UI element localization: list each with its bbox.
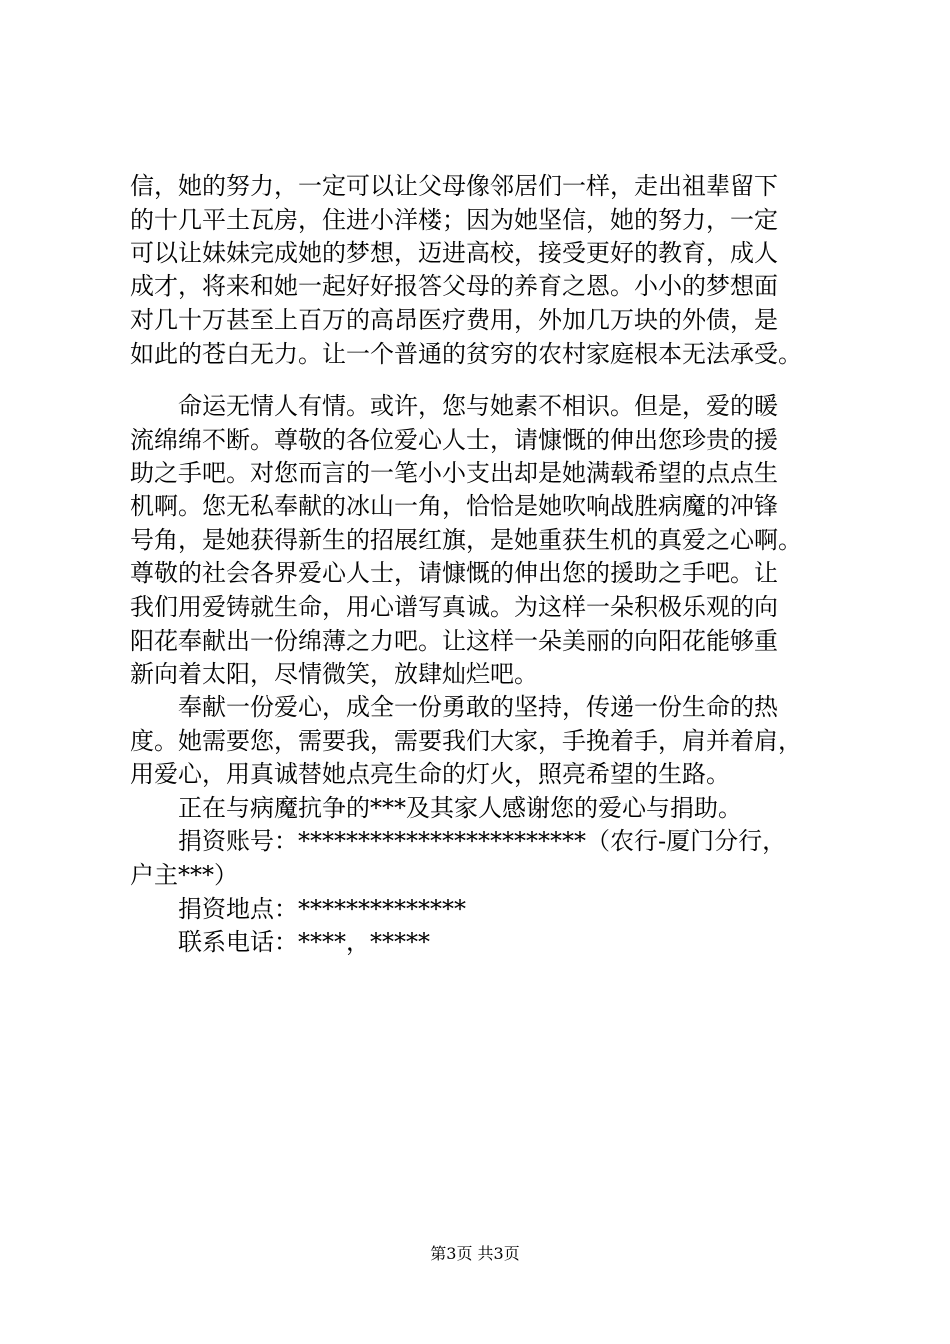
paragraph-2-line-8: 阳花奉献出一份绵薄之力吧。让这样一朵美丽的向阳花能够重 xyxy=(130,627,778,655)
paragraph-1-line-4: 成才，将来和她一起好好报答父母的养育之恩。小小的梦想面 xyxy=(130,272,778,300)
paragraph-1-line-5: 对几十万甚至上百万的高昂医疗费用，外加几万块的外债，是 xyxy=(130,306,778,334)
paragraph-2-line-3: 助之手吧。对您而言的一笔小小支出却是她满载希望的点点生 xyxy=(130,459,778,487)
paragraph-1-line-1: 信，她的努力，一定可以让父母像邻居们一样，走出祖辈留下 xyxy=(130,172,778,200)
paragraph-2-line-6: 尊敬的社会各界爱心人士，请慷慨的伸出您的援助之手吧。让 xyxy=(130,559,778,587)
thanks-line: 正在与病魔抗争的***及其家人感谢您的爱心与捐助。 xyxy=(178,794,742,822)
paragraph-2-line-5: 号角，是她获得新生的招展红旗，是她重获生机的真爱之心啊。 xyxy=(130,526,802,554)
paragraph-3-line-1: 奉献一份爱心，成全一份勇敢的坚持，传递一份生命的热 xyxy=(178,693,778,721)
paragraph-1-line-2: 的十几平土瓦房，住进小洋楼；因为她坚信，她的努力，一定 xyxy=(130,206,778,234)
page-number-footer: 第3页 共3页 xyxy=(430,1244,520,1263)
account-holder-line: 户主***） xyxy=(130,861,238,889)
paragraph-2-line-4: 机啊。您无私奉献的冰山一角，恰恰是她吹响战胜病魔的冲锋 xyxy=(130,492,778,520)
paragraph-2-line-2: 流绵绵不断。尊敬的各位爱心人士，请慷慨的伸出您珍贵的援 xyxy=(130,426,778,454)
paragraph-3-line-3: 用爱心，用真诚替她点亮生命的灯火，照亮希望的生路。 xyxy=(130,760,730,788)
paragraph-1-line-3: 可以让妹妹完成她的梦想，迈进高校，接受更好的教育，成人 xyxy=(130,239,778,267)
donation-account-line: 捐资账号：************************（农行-厦门分行， xyxy=(178,827,787,855)
paragraph-2-line-1: 命运无情人有情。或许，您与她素不相识。但是，爱的暖 xyxy=(178,392,778,420)
contact-phone-line: 联系电话：****，***** xyxy=(178,928,430,956)
donation-location-line: 捐资地点：************** xyxy=(178,895,466,923)
paragraph-2-line-9: 新向着太阳，尽情微笑，放肆灿烂吧。 xyxy=(130,660,538,688)
paragraph-2-line-7: 我们用爱铸就生命，用心谱写真诚。为这样一朵积极乐观的向 xyxy=(130,593,778,621)
paragraph-3-line-2: 度。她需要您，需要我，需要我们大家，手挽着手，肩并着肩， xyxy=(130,727,802,755)
paragraph-1-line-6: 如此的苍白无力。让一个普通的贫穷的农村家庭根本无法承受。 xyxy=(130,340,802,368)
